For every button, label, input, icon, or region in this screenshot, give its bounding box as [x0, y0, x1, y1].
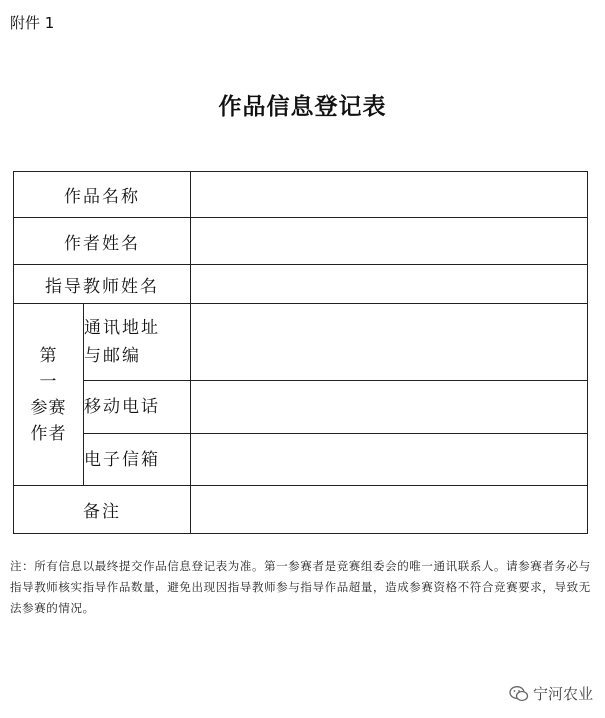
- mobile-field[interactable]: [191, 381, 588, 434]
- address-field[interactable]: [191, 304, 588, 381]
- remarks-field[interactable]: [191, 486, 588, 534]
- advisor-name-label: 指导教师姓名: [14, 265, 191, 304]
- work-name-field[interactable]: [191, 172, 588, 218]
- email-field[interactable]: [191, 434, 588, 486]
- email-label: 电子信箱: [84, 434, 191, 486]
- remarks-label: 备注: [14, 486, 191, 534]
- first-author-label-part: 参赛: [30, 397, 67, 418]
- author-name-label: 作者姓名: [14, 218, 191, 265]
- first-author-label-part: 作者: [30, 423, 67, 444]
- advisor-name-field[interactable]: [191, 265, 588, 304]
- author-name-field[interactable]: [191, 218, 588, 265]
- mobile-label: 移动电话: [84, 381, 191, 434]
- address-label-line1: 通讯地址: [84, 318, 160, 338]
- watermark-text: 宁河农业: [532, 685, 593, 703]
- address-label-line2: 与邮编: [84, 346, 141, 366]
- wechat-icon: [509, 685, 529, 703]
- registration-form-table: [13, 171, 588, 534]
- first-author-group-label: [14, 304, 84, 486]
- address-label: [84, 304, 191, 381]
- attachment-label: 附件 1: [10, 14, 55, 32]
- page-title: 作品信息登记表: [218, 93, 387, 120]
- work-name-label: 作品名称: [14, 172, 191, 218]
- watermark: [509, 683, 593, 704]
- first-author-label-part: 第: [39, 345, 58, 366]
- first-author-label-part: 一: [39, 371, 58, 392]
- footnote: 注：所有信息以最终提交作品信息登记表为准。第一参赛者是竞赛组委会的唯一通讯联系人。请参赛者务必与指导教师核实指导作品数量，避免出现因指导教师参与指导作品超量，造成参赛资格不符合竞赛要求，导致无法参赛的情况。: [10, 559, 591, 615]
